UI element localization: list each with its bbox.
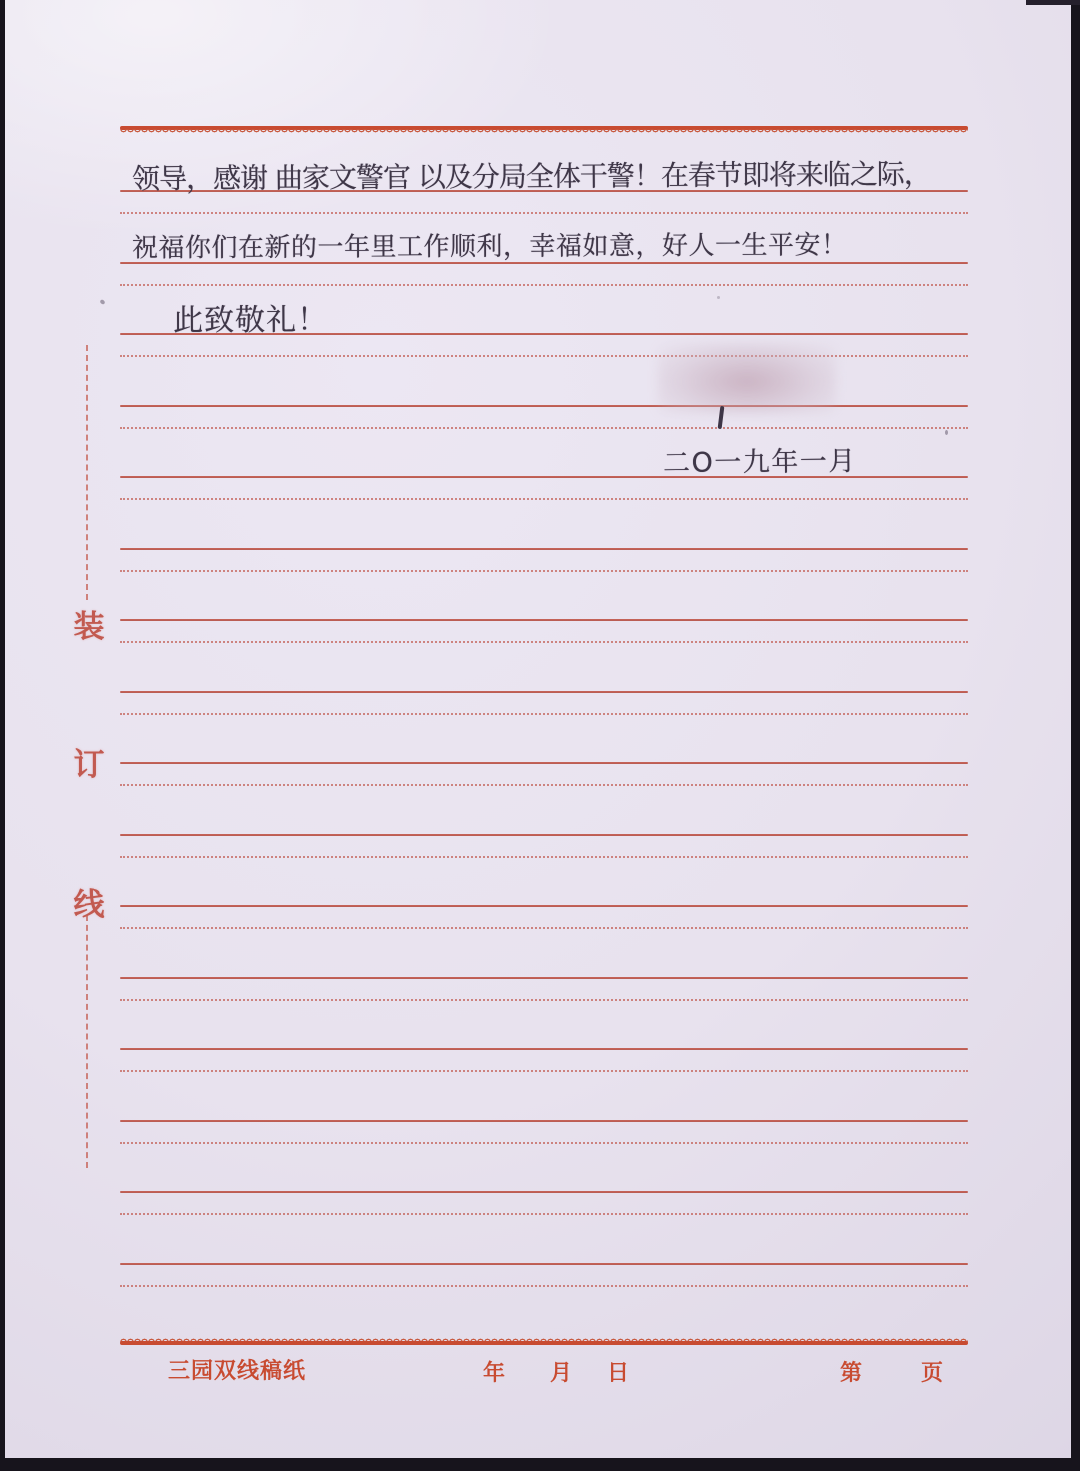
rule-line-solid xyxy=(120,905,968,907)
bottom-border-bar xyxy=(120,1341,968,1345)
rule-line-dotted xyxy=(120,1213,968,1215)
top-border-rule xyxy=(120,126,968,135)
binding-char-xian: 线 xyxy=(73,887,105,922)
rule-line-solid xyxy=(120,1263,968,1265)
rule-line-solid xyxy=(120,405,968,407)
bottom-border-rule xyxy=(120,1336,968,1345)
rule-line-solid xyxy=(120,1120,968,1122)
footer-page-prefix-label: 第 xyxy=(840,1360,863,1385)
scan-speck xyxy=(717,296,720,299)
rule-line-dotted xyxy=(120,427,968,429)
paper-brand-label: 三园双线稿纸 xyxy=(168,1358,307,1383)
rule-line-dotted xyxy=(120,1142,968,1144)
rule-line-dotted xyxy=(120,212,968,214)
binding-char-ding: 订 xyxy=(73,747,105,782)
rule-line-solid xyxy=(120,548,968,550)
rule-line-dotted xyxy=(120,927,968,929)
rule-line-solid xyxy=(120,834,968,836)
rule-line-dotted xyxy=(120,498,968,500)
handwriting-line-2: 祝福你们在新的一年里工作顺利，幸福如意，好人一生平安！ xyxy=(131,230,848,264)
rule-line-dotted xyxy=(120,355,968,357)
rule-line-solid xyxy=(120,619,968,621)
redacted-signature xyxy=(658,343,836,413)
footer-day-label: 日 xyxy=(607,1360,630,1385)
rule-line-dotted xyxy=(120,641,968,643)
rule-line-dotted xyxy=(120,999,968,1001)
binding-char-zhuang: 装 xyxy=(73,609,105,644)
handwriting-date: 二O一九年一月 xyxy=(662,445,857,480)
rule-line-solid xyxy=(120,1048,968,1050)
rule-line-dotted xyxy=(120,284,968,286)
rule-line-solid xyxy=(120,977,968,979)
footer-year-label: 年 xyxy=(483,1360,506,1385)
rule-line-solid xyxy=(120,762,968,764)
handwriting-line-1: 领导，感谢 曲家文警官 以及分局全体干警！在春节即将来临之际， xyxy=(131,157,931,196)
rule-line-dotted xyxy=(120,1285,968,1287)
footer-page-suffix-label: 页 xyxy=(921,1360,944,1385)
rule-line-dotted xyxy=(120,713,968,715)
rule-line-solid xyxy=(120,691,968,693)
scan-edge-artifact xyxy=(1026,0,1080,5)
handwriting-line-3: 此致敬礼！ xyxy=(172,302,329,339)
scan-speck xyxy=(945,430,948,435)
rule-line-dotted xyxy=(120,1070,968,1072)
rule-line-dotted xyxy=(120,856,968,858)
rule-line-solid xyxy=(120,1191,968,1193)
footer-month-label: 月 xyxy=(550,1360,573,1385)
rule-line-dotted xyxy=(120,784,968,786)
manuscript-paper xyxy=(5,0,1071,1458)
top-border-scallops xyxy=(120,129,968,135)
binding-dashed-line-upper xyxy=(86,345,88,600)
rule-line-dotted xyxy=(120,570,968,572)
binding-dashed-line-lower xyxy=(86,915,88,1168)
scan-speck xyxy=(99,299,105,305)
